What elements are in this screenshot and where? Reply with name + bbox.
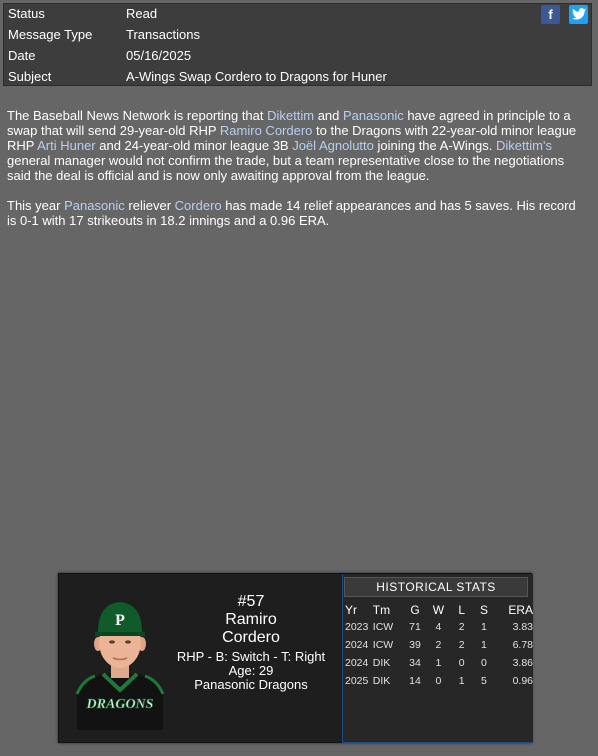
text: The Baseball News Network is reporting that: [7, 108, 268, 123]
wins-cell: 4: [435, 621, 442, 633]
wins-cell: 0: [435, 675, 442, 687]
stats-row: [345, 618, 533, 636]
games-cell: 71: [409, 621, 421, 633]
text: to the Dragons with 22-year-old minor league RHP: [7, 123, 577, 153]
text: and: [314, 108, 343, 123]
team-link-dikettim[interactable]: Dikettim: [267, 108, 315, 123]
player-link-ramiro-cordero[interactable]: Ramiro Cordero: [219, 123, 313, 138]
text: and 24-year-old minor league 3B: [95, 138, 293, 153]
article-paragraph: [7, 198, 587, 228]
svg-text:DRAGONS: DRAGONS: [86, 697, 154, 712]
year-cell: 2024: [345, 657, 369, 669]
team-link-panasonic[interactable]: Panasonic: [343, 108, 404, 123]
era-cell: 3.83: [512, 621, 533, 633]
date-value: 05/16/2025: [126, 48, 192, 63]
player-first-name[interactable]: Ramiro: [225, 611, 277, 628]
player-card: [58, 573, 532, 743]
col-wins: W: [432, 602, 445, 617]
text: This year: [7, 198, 65, 213]
text: general manager would not confirm the trade, but a team representative close to the negotiations said the deal is official and is now only awaiting approval from the league.: [7, 153, 565, 183]
text: joining the A-Wings.: [373, 138, 497, 153]
team-link-panasonic[interactable]: Panasonic: [64, 198, 125, 213]
team-cell: DIK: [372, 675, 391, 687]
twitter-share-button[interactable]: [569, 5, 588, 24]
article-paragraph: [7, 108, 587, 183]
subject-label: Subject: [8, 69, 52, 84]
era-cell: 3.86: [512, 657, 533, 669]
stats-row: [345, 636, 533, 654]
svg-text:P: P: [115, 612, 125, 629]
historical-stats-panel: [342, 574, 533, 743]
losses-cell: 2: [458, 621, 465, 633]
team-link-dikettims[interactable]: Dikettim's: [496, 138, 552, 153]
team-cell: ICW: [372, 621, 394, 633]
facebook-icon: f: [548, 7, 553, 22]
era-cell: 0.96: [512, 675, 533, 687]
stats-row: [345, 672, 533, 690]
player-bio: RHP - B: Switch - T: Right: [176, 649, 326, 664]
saves-cell: 0: [481, 657, 487, 669]
player-photo[interactable]: [73, 590, 167, 730]
losses-cell: 1: [458, 675, 465, 687]
article-body: [7, 108, 587, 243]
status-value: Read: [126, 6, 158, 21]
year-cell: 2024: [345, 639, 369, 651]
facebook-share-button[interactable]: [541, 5, 560, 24]
message-type-value: Transactions: [126, 27, 200, 42]
player-info: [169, 592, 333, 692]
year-cell: 2025: [345, 675, 369, 687]
games-cell: 34: [409, 657, 421, 669]
col-saves: S: [479, 602, 488, 617]
player-team[interactable]: Panasonic Dragons: [194, 677, 308, 692]
saves-cell: 1: [481, 621, 487, 633]
message-type-label: Message Type: [8, 27, 93, 42]
subject-value: A-Wings Swap Cordero to Dragons for Huner: [126, 69, 387, 84]
date-label: Date: [8, 48, 36, 63]
historical-stats-title: HISTORICAL STATS: [344, 577, 528, 597]
losses-cell: 0: [458, 657, 465, 669]
team-cell: DIK: [372, 657, 391, 669]
games-cell: 39: [409, 639, 421, 651]
player-number: #57: [237, 593, 265, 610]
year-cell: 2023: [345, 621, 369, 633]
col-era: ERA: [508, 602, 533, 617]
games-cell: 14: [409, 675, 421, 687]
text: have agreed in principle to a swap that will send 29-year-old RHP: [7, 108, 571, 138]
wins-cell: 1: [435, 657, 442, 669]
wins-cell: 2: [435, 639, 442, 651]
col-team: Tm: [372, 602, 391, 617]
era-cell: 6.78: [512, 639, 533, 651]
stats-table: [345, 601, 533, 690]
twitter-icon: [572, 8, 586, 20]
losses-cell: 2: [458, 639, 465, 651]
col-year: Yr: [345, 602, 357, 617]
stats-header-row: [345, 601, 533, 618]
status-label: Status: [8, 6, 45, 21]
team-cell: ICW: [372, 639, 394, 651]
player-link-joel-agnolutto[interactable]: Joël Agnolutto: [292, 138, 374, 153]
stats-row: [345, 654, 533, 672]
player-last-name[interactable]: Cordero: [222, 629, 280, 646]
message-header: [3, 3, 592, 86]
player-link-arti-huner[interactable]: Arti Huner: [37, 138, 96, 153]
text: reliever: [124, 198, 175, 213]
player-link-cordero[interactable]: Cordero: [174, 198, 222, 213]
col-games: G: [410, 602, 420, 617]
saves-cell: 1: [481, 639, 487, 651]
col-losses: L: [458, 602, 466, 617]
player-age: Age: 29: [228, 663, 274, 678]
text: has made 14 relief appearances and has 5 saves. His record is 0-1 with 17 strikeouts in 18.2 innings and a 0.96 ERA.: [7, 198, 576, 228]
saves-cell: 5: [481, 675, 487, 687]
